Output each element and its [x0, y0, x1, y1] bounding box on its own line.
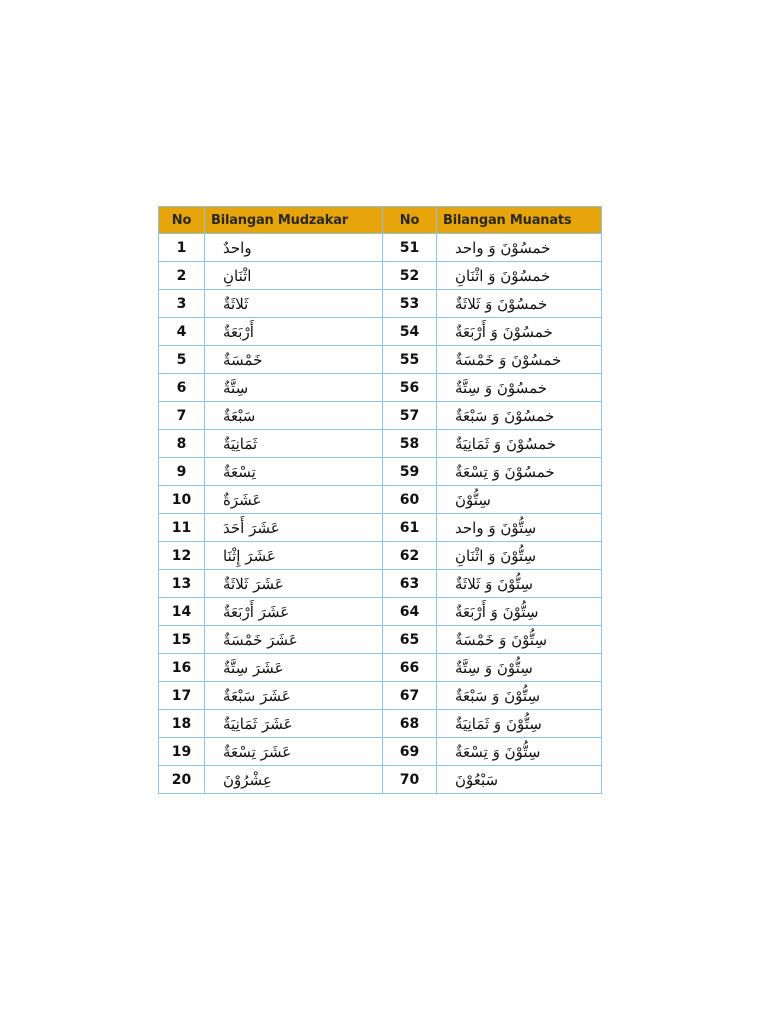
table-header-row: [159, 207, 602, 234]
mudzakar-cell: [205, 290, 383, 318]
muanats-cell: [437, 374, 602, 402]
table-row: [159, 570, 602, 598]
muanats-cell: [437, 682, 602, 710]
muanats-cell: [437, 346, 602, 374]
muanats-cell-text: سِتُّوْنَ وَ ثَمَانِيَةٌ: [455, 714, 542, 733]
muanats-cell: [437, 234, 602, 262]
mudzakar-cell-text: عَشَرَ خَمْسَةٌ: [223, 630, 298, 649]
row-number-right: 60: [383, 486, 437, 514]
table-row: [159, 318, 602, 346]
mudzakar-cell-text: تِسْعَةٌ: [223, 462, 256, 481]
mudzakar-cell: [205, 374, 383, 402]
table-row: [159, 738, 602, 766]
mudzakar-cell-text: عَشَرَ سِتَّةٌ: [223, 658, 284, 677]
table-row: [159, 234, 602, 262]
table-row: [159, 262, 602, 290]
row-number-right: 62: [383, 542, 437, 570]
row-number-left: 7: [159, 402, 205, 430]
mudzakar-cell-text: عَشَرَ سَبْعَةٌ: [223, 686, 291, 705]
mudzakar-cell-text: عِشْرُوْنَ: [223, 770, 272, 789]
muanats-cell: [437, 598, 602, 626]
mudzakar-cell-text: اثْنَانِ: [223, 266, 252, 285]
muanats-cell-text: خمسُوْنَ وَ ثَلاثَةٌ: [455, 294, 548, 313]
row-number-right: 66: [383, 654, 437, 682]
number-table-container: [158, 206, 601, 794]
muanats-cell: [437, 402, 602, 430]
row-number-left: 3: [159, 290, 205, 318]
row-number-right: 53: [383, 290, 437, 318]
row-number-right: 54: [383, 318, 437, 346]
row-number-left: 13: [159, 570, 205, 598]
row-number-left: 17: [159, 682, 205, 710]
table-row: [159, 766, 602, 794]
muanats-cell: [437, 290, 602, 318]
muanats-cell-text: خمسُوْنَ وَ سِتَّةٌ: [455, 378, 548, 397]
mudzakar-cell-text: خَمْسَةٌ: [223, 350, 263, 369]
row-number-left: 6: [159, 374, 205, 402]
row-number-left: 5: [159, 346, 205, 374]
row-number-right: 55: [383, 346, 437, 374]
row-number-right: 58: [383, 430, 437, 458]
header-muanats: Bilangan Muanats: [437, 207, 602, 234]
row-number-right: 61: [383, 514, 437, 542]
mudzakar-cell: [205, 626, 383, 654]
row-number-right: 63: [383, 570, 437, 598]
row-number-left: 2: [159, 262, 205, 290]
muanats-cell-text: خمسُوْنَ وَ خَمْسَةٌ: [455, 350, 562, 369]
mudzakar-cell-text: عَشَرَ أَرْبَعَةٌ: [223, 602, 290, 621]
header-no-right: No: [383, 207, 437, 234]
number-table: [158, 206, 602, 794]
row-number-left: 12: [159, 542, 205, 570]
muanats-cell-text: سِتُّوْنَ وَ سِتَّةٌ: [455, 658, 533, 677]
header-no-left: No: [159, 207, 205, 234]
muanats-cell-text: سِتُّوْنَ وَ أَرْبَعَةٌ: [455, 602, 539, 621]
table-row: [159, 542, 602, 570]
row-number-right: 59: [383, 458, 437, 486]
muanats-cell: [437, 766, 602, 794]
row-number-left: 8: [159, 430, 205, 458]
mudzakar-cell-text: ثَلاثَةٌ: [223, 294, 249, 313]
row-number-left: 11: [159, 514, 205, 542]
muanats-cell-text: سِتُّوْنَ وَ تِسْعَةٌ: [455, 742, 541, 761]
table-row: [159, 682, 602, 710]
row-number-left: 15: [159, 626, 205, 654]
row-number-right: 64: [383, 598, 437, 626]
mudzakar-cell-text: عَشَرَ ثَلاثَةٌ: [223, 574, 284, 593]
mudzakar-cell-text: أَرْبَعَةٌ: [223, 322, 254, 341]
row-number-right: 51: [383, 234, 437, 262]
muanats-cell: [437, 654, 602, 682]
mudzakar-cell: [205, 402, 383, 430]
muanats-cell-text: سِتُّوْنَ: [455, 490, 491, 509]
table-row: [159, 514, 602, 542]
mudzakar-cell-text: عَشَرَ إِثْنَا: [223, 546, 276, 565]
muanats-cell-text: خمسُوْنَ وَ أَرْبَعَةٌ: [455, 322, 553, 341]
row-number-left: 4: [159, 318, 205, 346]
row-number-left: 20: [159, 766, 205, 794]
table-row: [159, 430, 602, 458]
row-number-left: 1: [159, 234, 205, 262]
muanats-cell-text: خمسُوْنَ وَ تِسْعَةٌ: [455, 462, 555, 481]
muanats-cell: [437, 318, 602, 346]
mudzakar-cell: [205, 570, 383, 598]
table-row: [159, 290, 602, 318]
muanats-cell: [437, 430, 602, 458]
table-row: [159, 710, 602, 738]
row-number-left: 18: [159, 710, 205, 738]
row-number-right: 68: [383, 710, 437, 738]
muanats-cell: [437, 570, 602, 598]
muanats-cell-text: سِتُّوْنَ وَ اثْنَانِ: [455, 546, 537, 565]
mudzakar-cell: [205, 262, 383, 290]
row-number-left: 14: [159, 598, 205, 626]
muanats-cell-text: سَبْعُوْنَ: [455, 770, 499, 789]
row-number-left: 10: [159, 486, 205, 514]
muanats-cell: [437, 486, 602, 514]
mudzakar-cell-text: ثَمَانِيَةٌ: [223, 434, 258, 453]
muanats-cell: [437, 514, 602, 542]
muanats-cell-text: سِتُّوْنَ وَ واحد: [455, 518, 537, 537]
mudzakar-cell: [205, 514, 383, 542]
table-row: [159, 374, 602, 402]
mudzakar-cell: [205, 234, 383, 262]
row-number-right: 70: [383, 766, 437, 794]
row-number-left: 16: [159, 654, 205, 682]
mudzakar-cell-text: عَشَرَ أَحَدَ: [223, 518, 280, 537]
table-body: [159, 234, 602, 794]
mudzakar-cell-text: عَشَرَةٌ: [223, 490, 262, 509]
mudzakar-cell-text: عَشَرَ ثَمَانِيَةٌ: [223, 714, 293, 733]
row-number-right: 65: [383, 626, 437, 654]
mudzakar-cell-text: سَبْعَةٌ: [223, 406, 256, 425]
row-number-left: 19: [159, 738, 205, 766]
mudzakar-cell: [205, 430, 383, 458]
mudzakar-cell: [205, 318, 383, 346]
header-mudzakar: Bilangan Mudzakar: [205, 207, 383, 234]
mudzakar-cell: [205, 766, 383, 794]
mudzakar-cell: [205, 458, 383, 486]
mudzakar-cell: [205, 654, 383, 682]
mudzakar-cell: [205, 738, 383, 766]
muanats-cell-text: سِتُّوْنَ وَ ثَلاثَةٌ: [455, 574, 533, 593]
muanats-cell-text: سِتُّوْنَ وَ سَبْعَةٌ: [455, 686, 541, 705]
muanats-cell: [437, 710, 602, 738]
row-number-right: 67: [383, 682, 437, 710]
table-row: [159, 402, 602, 430]
muanats-cell-text: سِتُّوْنَ وَ خَمْسَةٌ: [455, 630, 548, 649]
table-row: [159, 626, 602, 654]
muanats-cell: [437, 542, 602, 570]
table-row: [159, 458, 602, 486]
mudzakar-cell: [205, 682, 383, 710]
mudzakar-cell: [205, 486, 383, 514]
mudzakar-cell-text: عَشَرَ تِسْعَةٌ: [223, 742, 292, 761]
row-number-left: 9: [159, 458, 205, 486]
mudzakar-cell: [205, 710, 383, 738]
muanats-cell-text: خمسُوْنَ وَ سَبْعَةٌ: [455, 406, 555, 425]
mudzakar-cell: [205, 346, 383, 374]
muanats-cell: [437, 738, 602, 766]
row-number-right: 56: [383, 374, 437, 402]
table-row: [159, 346, 602, 374]
muanats-cell: [437, 626, 602, 654]
muanats-cell-text: خمسُوْنَ وَ واحد: [455, 238, 551, 257]
mudzakar-cell-text: واحدٌ: [223, 238, 252, 257]
row-number-right: 69: [383, 738, 437, 766]
mudzakar-cell: [205, 542, 383, 570]
mudzakar-cell: [205, 598, 383, 626]
muanats-cell: [437, 458, 602, 486]
table-row: [159, 654, 602, 682]
table-row: [159, 486, 602, 514]
row-number-right: 57: [383, 402, 437, 430]
table-row: [159, 598, 602, 626]
muanats-cell-text: خمسُوْنَ وَ اثْنَانِ: [455, 266, 551, 285]
mudzakar-cell-text: سِتَّةٌ: [223, 378, 249, 397]
row-number-right: 52: [383, 262, 437, 290]
muanats-cell-text: خمسُوْنَ وَ ثَمَانِيَةٌ: [455, 434, 557, 453]
muanats-cell: [437, 262, 602, 290]
